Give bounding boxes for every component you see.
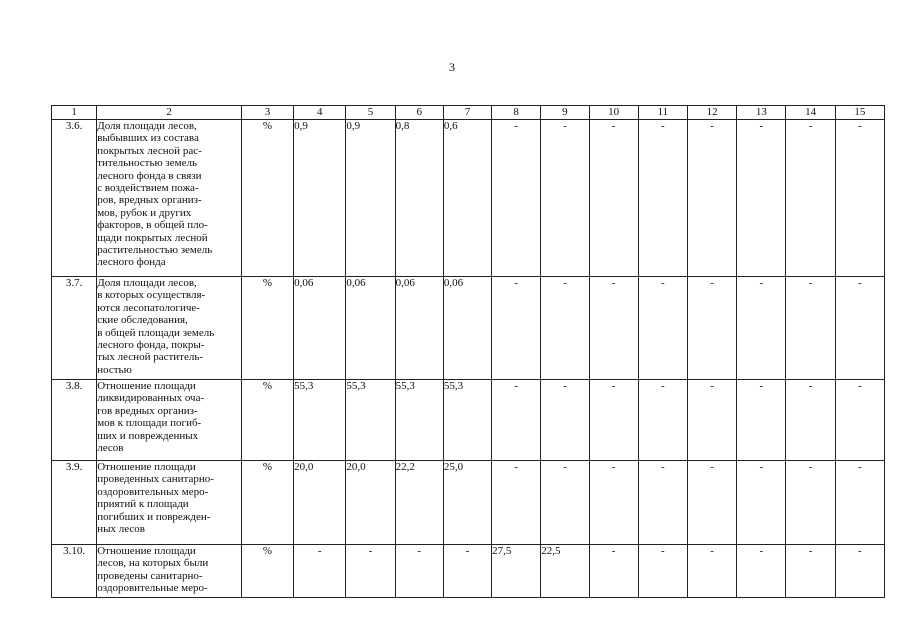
value-cell: - (737, 277, 786, 380)
value-cell: - (638, 277, 687, 380)
value-cell: - (638, 461, 687, 545)
value-cell: - (638, 380, 687, 461)
value-cell: - (589, 277, 638, 380)
value-cell: - (786, 461, 835, 545)
indicator-name (97, 545, 242, 598)
value-cell: - (492, 380, 541, 461)
indicator-name-line: тых лесной раститель- (97, 351, 204, 364)
indicator-name-line: тительностью земель (97, 157, 198, 170)
indicator-name (97, 120, 242, 277)
indicators-table (51, 105, 885, 598)
indicator-name-line: лесного фонда (97, 256, 166, 269)
value-cell: 22,5 (541, 545, 589, 598)
column-header: 5 (346, 106, 395, 120)
column-header: 7 (443, 106, 491, 120)
indicator-name-line: проведены санитарно- (97, 569, 203, 582)
row-number: 3.10. (52, 545, 97, 598)
indicator-name-line: гов вредных организ- (97, 404, 198, 417)
unit-cell: % (241, 461, 293, 545)
table-row (52, 120, 885, 277)
value-cell: - (346, 545, 395, 598)
value-cell: 27,5 (492, 545, 541, 598)
value-cell: - (492, 461, 541, 545)
row-number: 3.9. (52, 461, 97, 545)
column-header: 6 (395, 106, 443, 120)
value-cell: 20,0 (294, 461, 346, 545)
value-cell: 55,3 (346, 380, 395, 461)
value-cell: - (541, 120, 589, 277)
value-cell: - (589, 461, 638, 545)
value-cell: - (737, 120, 786, 277)
value-cell: - (541, 380, 589, 461)
value-cell: 0,8 (395, 120, 443, 277)
value-cell: - (786, 120, 835, 277)
indicator-name-line: Отношение площади (97, 461, 196, 473)
row-number: 3.6. (52, 120, 97, 277)
value-cell: - (835, 545, 884, 598)
indicator-name-line: ские обследования, (97, 314, 188, 327)
indicator-name-line: ров, вредных организ- (97, 194, 202, 207)
indicator-name-line: ликвидированных оча- (97, 392, 205, 405)
unit-cell: % (241, 545, 293, 598)
value-cell: - (737, 545, 786, 598)
indicator-name-line: ностью (97, 363, 132, 376)
indicator-name-line: приятий к площади (97, 498, 189, 511)
value-cell: 22,2 (395, 461, 443, 545)
value-cell: - (835, 120, 884, 277)
indicator-name-line: Доля площади лесов, (97, 120, 197, 132)
column-header: 12 (687, 106, 736, 120)
value-cell: - (541, 277, 589, 380)
value-cell: - (443, 545, 491, 598)
indicator-name-line: лесов (97, 442, 124, 455)
indicator-name-line: растительностью земель (97, 244, 213, 257)
indicator-name-line: оздоровительных меро- (97, 485, 209, 498)
column-header: 14 (786, 106, 835, 120)
row-number: 3.7. (52, 277, 97, 380)
table-header-row (52, 106, 885, 120)
indicator-name-line: ных лесов (97, 523, 145, 536)
indicator-name-line: покрытых лесной рас- (97, 144, 202, 157)
indicator-name-line: в которых осуществля- (97, 289, 206, 302)
row-number: 3.8. (52, 380, 97, 461)
table-row (52, 545, 885, 598)
indicator-name-line: выбывших из состава (97, 132, 199, 145)
value-cell: 0,6 (443, 120, 491, 277)
indicator-name (97, 380, 242, 461)
indicator-name-line: Отношение площади (97, 545, 196, 557)
indicator-name-line: в общей площади земель (97, 326, 215, 339)
value-cell: 55,3 (443, 380, 491, 461)
value-cell: - (835, 380, 884, 461)
value-cell: 55,3 (395, 380, 443, 461)
value-cell: - (492, 120, 541, 277)
value-cell: - (737, 380, 786, 461)
value-cell: - (294, 545, 346, 598)
value-cell: 0,06 (443, 277, 491, 380)
indicator-name-line: оздоровительные меро- (97, 582, 208, 595)
indicator-name-line: щади покрытых лесной (97, 231, 208, 244)
indicator-name-line: факторов, в общей пло- (97, 219, 208, 232)
table-row (52, 461, 885, 545)
value-cell: - (737, 461, 786, 545)
value-cell: - (687, 461, 736, 545)
column-header: 9 (541, 106, 589, 120)
value-cell: - (541, 461, 589, 545)
indicator-name-line: с воздействием пожа- (97, 182, 199, 195)
value-cell: - (786, 380, 835, 461)
column-header: 11 (638, 106, 687, 120)
indicator-name-line: проведенных санитарно- (97, 473, 214, 486)
value-cell: - (835, 277, 884, 380)
indicator-name-line: Отношение площади (97, 380, 196, 392)
indicator-name (97, 277, 242, 380)
value-cell: 0,06 (294, 277, 346, 380)
indicator-name-line: лесного фонда, покры- (97, 339, 205, 352)
indicator-name-line: мов, рубок и других (97, 206, 192, 219)
indicator-name-line: Доля площади лесов, (97, 277, 197, 289)
table-row (52, 380, 885, 461)
column-header: 10 (589, 106, 638, 120)
indicator-name-line: мов к площади погиб- (97, 417, 202, 430)
indicator-name-line: ются лесопатологиче- (97, 301, 200, 314)
unit-cell: % (241, 120, 293, 277)
value-cell: - (589, 545, 638, 598)
value-cell: - (687, 120, 736, 277)
page-number: 3 (449, 60, 455, 74)
value-cell: - (687, 545, 736, 598)
value-cell: - (786, 545, 835, 598)
value-cell: 55,3 (294, 380, 346, 461)
column-header: 13 (737, 106, 786, 120)
value-cell: 25,0 (443, 461, 491, 545)
value-cell: 0,9 (294, 120, 346, 277)
value-cell: - (687, 277, 736, 380)
unit-cell: % (241, 380, 293, 461)
column-header: 15 (835, 106, 884, 120)
value-cell: - (395, 545, 443, 598)
column-header: 1 (52, 106, 97, 120)
value-cell: - (638, 545, 687, 598)
value-cell: 20,0 (346, 461, 395, 545)
value-cell: - (786, 277, 835, 380)
value-cell: 0,06 (395, 277, 443, 380)
column-header: 4 (294, 106, 346, 120)
unit-cell: % (241, 277, 293, 380)
value-cell: - (492, 277, 541, 380)
column-header: 8 (492, 106, 541, 120)
value-cell: - (638, 120, 687, 277)
indicator-name-line: ших и поврежденных (97, 429, 199, 442)
value-cell: - (589, 380, 638, 461)
indicator-name (97, 461, 242, 545)
column-header: 3 (241, 106, 293, 120)
column-header: 2 (97, 106, 242, 120)
indicator-name-line: лесов, на которых были (97, 557, 209, 570)
value-cell: 0,06 (346, 277, 395, 380)
table-row (52, 277, 885, 380)
indicator-name-line: лесного фонда в связи (97, 169, 202, 182)
value-cell: - (687, 380, 736, 461)
indicator-name-line: погибших и поврежден- (97, 510, 211, 523)
value-cell: - (835, 461, 884, 545)
value-cell: - (589, 120, 638, 277)
value-cell: 0,9 (346, 120, 395, 277)
